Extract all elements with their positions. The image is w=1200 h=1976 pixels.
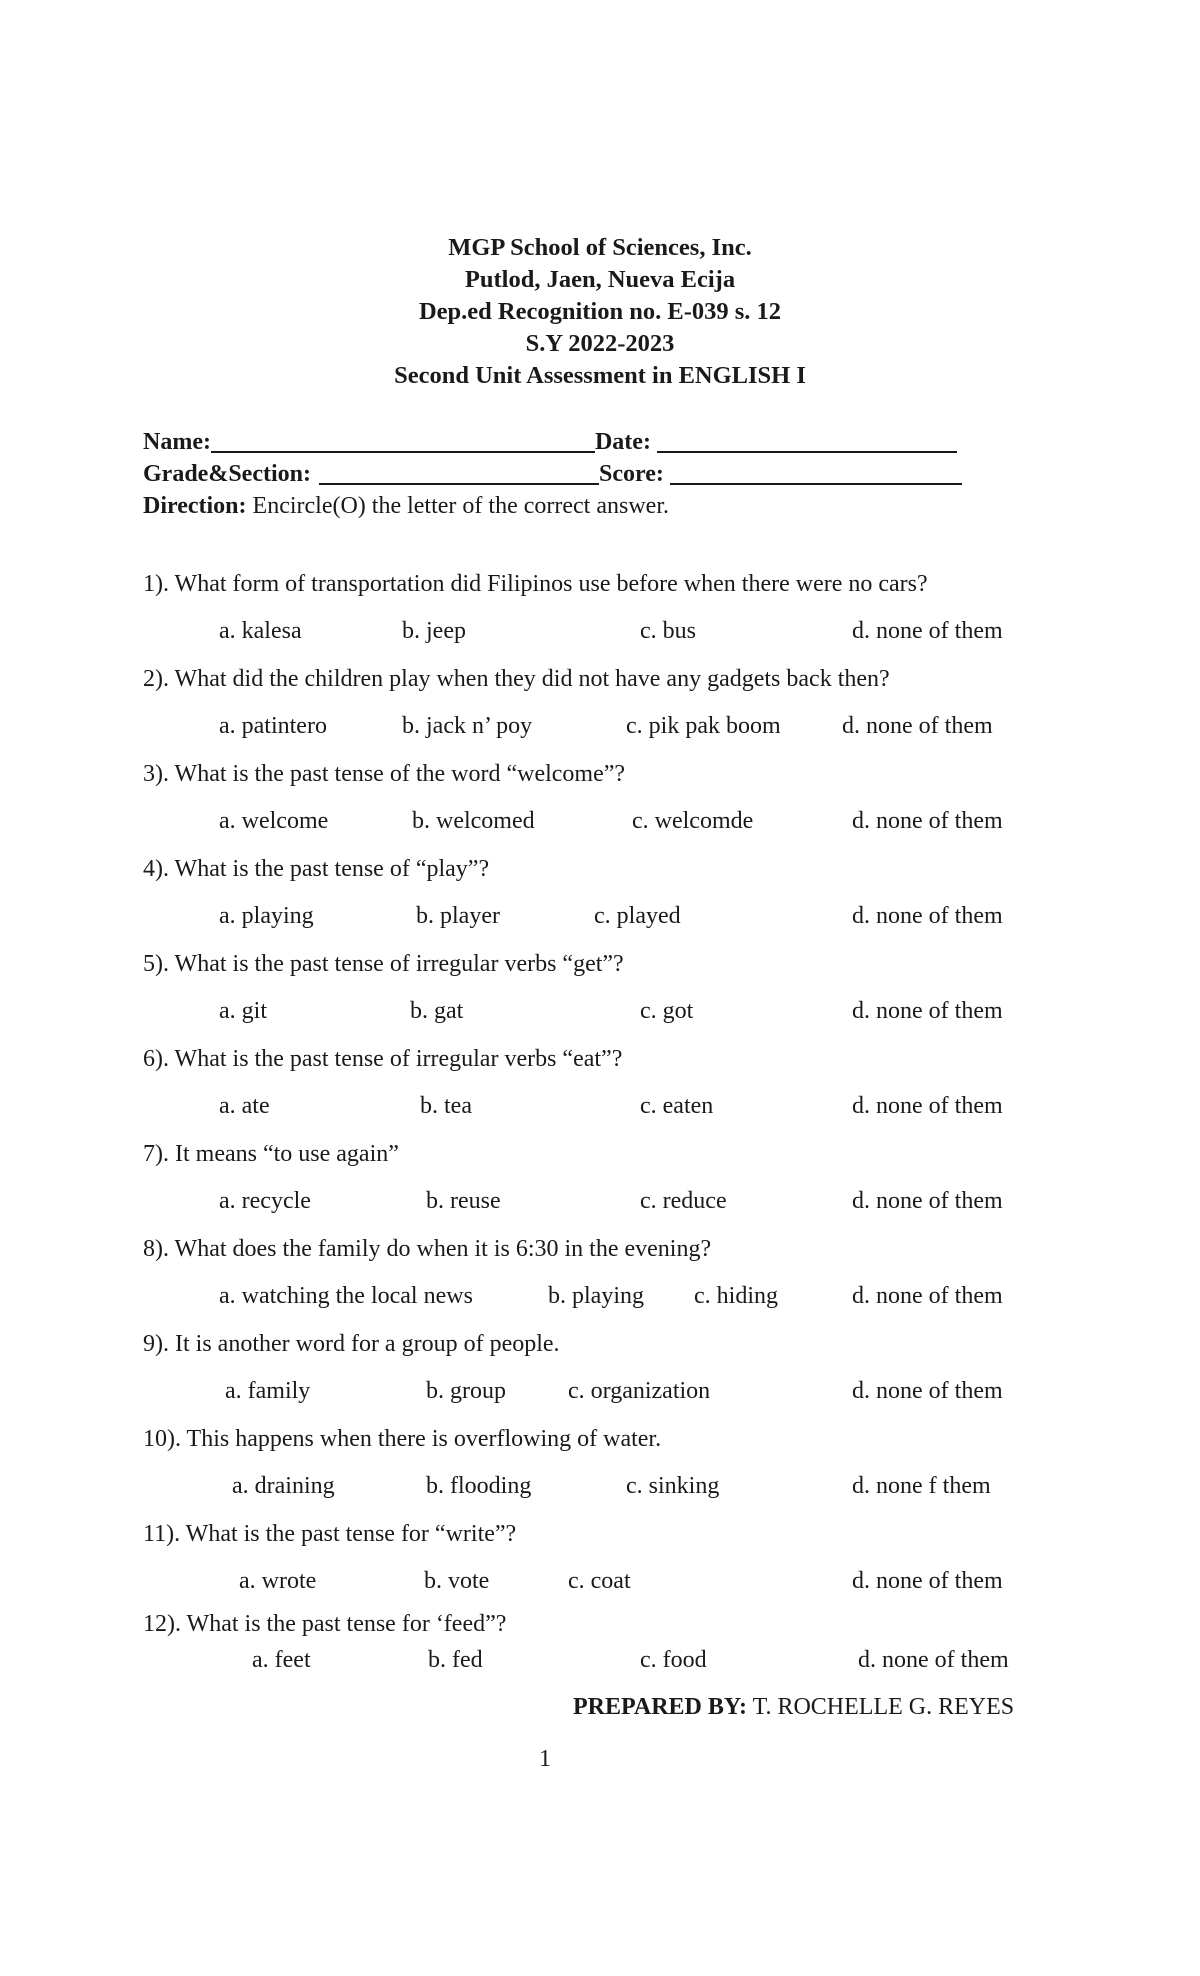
question-5: 5). What is the past tense of irregular verbs “get”?: [143, 951, 624, 977]
school-year: S.Y 2022-2023: [525, 330, 675, 357]
q11-option-c[interactable]: c. coat: [568, 1568, 631, 1594]
question-6: 6). What is the past tense of irregular verbs “eat”?: [143, 1046, 623, 1072]
name-date-row: [143, 427, 957, 457]
question-1: 1). What form of transportation did Filipinos use before when there were no cars?: [143, 571, 928, 597]
q6-option-b[interactable]: b. tea: [420, 1093, 472, 1119]
q10-option-d[interactable]: d. none f them: [852, 1473, 991, 1499]
q2-option-a[interactable]: a. patintero: [219, 713, 327, 739]
question-4: 4). What is the past tense of “play”?: [143, 856, 490, 882]
grade-section-blank[interactable]: [319, 461, 599, 485]
q7-option-d[interactable]: d. none of them: [852, 1188, 1003, 1214]
question-10: 10). This happens when there is overflowing of water.: [143, 1426, 662, 1452]
q6-option-a[interactable]: a. ate: [219, 1093, 270, 1119]
q4-option-c[interactable]: c. played: [594, 903, 681, 929]
q1-option-c[interactable]: c. bus: [640, 618, 696, 644]
q8-option-b[interactable]: b. playing: [548, 1283, 644, 1309]
q9-option-d[interactable]: d. none of them: [852, 1378, 1003, 1404]
q8-option-c[interactable]: c. hiding: [694, 1283, 778, 1309]
q8-option-d[interactable]: d. none of them: [852, 1283, 1003, 1309]
q3-option-d[interactable]: d. none of them: [852, 808, 1003, 834]
q12-option-b[interactable]: b. fed: [428, 1647, 483, 1673]
q2-option-c[interactable]: c. pik pak boom: [626, 713, 781, 739]
q11-option-b[interactable]: b. vote: [424, 1568, 490, 1594]
q5-option-b[interactable]: b. gat: [410, 998, 464, 1024]
q9-option-c[interactable]: c. organization: [568, 1378, 711, 1404]
q9-option-a[interactable]: a. family: [225, 1378, 311, 1404]
q7-option-c[interactable]: c. reduce: [640, 1188, 727, 1214]
q3-option-a[interactable]: a. welcome: [219, 808, 329, 834]
question-3: 3). What is the past tense of the word “welcome”?: [143, 761, 626, 787]
q12-option-d[interactable]: d. none of them: [858, 1647, 1009, 1673]
q11-option-d[interactable]: d. none of them: [852, 1568, 1003, 1594]
q1-option-a[interactable]: a. kalesa: [219, 618, 302, 644]
q10-option-a[interactable]: a. draining: [232, 1473, 335, 1499]
question-7: 7). It means “to use again”: [143, 1141, 399, 1167]
name-blank[interactable]: [211, 429, 595, 453]
exam-title: Second Unit Assessment in ENGLISH I: [394, 362, 806, 389]
school-name: MGP School of Sciences, Inc.: [448, 234, 752, 261]
question-12: 12). What is the past tense for ‘feed”?: [143, 1611, 507, 1637]
preparer-name: T. ROCHELLE G. REYES: [747, 1694, 1015, 1720]
q3-option-b[interactable]: b. welcomed: [412, 808, 535, 834]
q11-option-a[interactable]: a. wrote: [239, 1568, 317, 1594]
q3-option-c[interactable]: c. welcomde: [632, 808, 754, 834]
prepared-by-label: PREPARED BY:: [573, 1694, 748, 1720]
q5-option-c[interactable]: c. got: [640, 998, 694, 1024]
date-label: Date:: [594, 429, 651, 455]
question-2: 2). What did the children play when they did not have any gadgets back then?: [143, 666, 890, 692]
q6-option-d[interactable]: d. none of them: [852, 1093, 1003, 1119]
name-label: Name:: [143, 429, 211, 455]
prepared-by: [573, 1692, 1014, 1722]
q10-option-c[interactable]: c. sinking: [626, 1473, 720, 1499]
q9-option-b[interactable]: b. group: [426, 1378, 506, 1404]
school-address: Putlod, Jaen, Nueva Ecija: [464, 266, 736, 293]
q2-option-b[interactable]: b. jack n’ poy: [402, 713, 533, 739]
q12-option-a[interactable]: a. feet: [252, 1647, 311, 1673]
q7-option-b[interactable]: b. reuse: [426, 1188, 501, 1214]
q2-option-d[interactable]: d. none of them: [842, 713, 993, 739]
direction-row: [143, 491, 669, 521]
q5-option-a[interactable]: a. git: [219, 998, 267, 1024]
q4-option-a[interactable]: a. playing: [219, 903, 314, 929]
direction-label: Direction:: [143, 493, 247, 519]
q4-option-d[interactable]: d. none of them: [852, 903, 1003, 929]
question-8: 8). What does the family do when it is 6:30 in the evening?: [143, 1236, 712, 1262]
question-11: 11). What is the past tense for “write”?: [143, 1521, 517, 1547]
page-number: 1: [539, 1746, 551, 1772]
q8-option-a[interactable]: a. watching the local news: [219, 1283, 473, 1309]
q12-option-c[interactable]: c. food: [640, 1647, 707, 1673]
grade-section-label: Grade&Section:: [143, 461, 311, 487]
q6-option-c[interactable]: c. eaten: [640, 1093, 714, 1119]
q7-option-a[interactable]: a. recycle: [219, 1188, 311, 1214]
q4-option-b[interactable]: b. player: [416, 903, 500, 929]
question-9: 9). It is another word for a group of people.: [143, 1331, 560, 1357]
q10-option-b[interactable]: b. flooding: [426, 1473, 532, 1499]
q5-option-d[interactable]: d. none of them: [852, 998, 1003, 1024]
q1-option-b[interactable]: b. jeep: [402, 618, 466, 644]
score-label: Score:: [598, 461, 664, 487]
direction-text: Encircle(O) the letter of the correct answer.: [246, 493, 669, 519]
date-blank[interactable]: [657, 429, 957, 453]
deped-recognition: Dep.ed Recognition no. E-039 s. 12: [418, 298, 782, 325]
score-blank[interactable]: [670, 461, 962, 485]
q1-option-d[interactable]: d. none of them: [852, 618, 1003, 644]
grade-score-row: [143, 459, 962, 489]
